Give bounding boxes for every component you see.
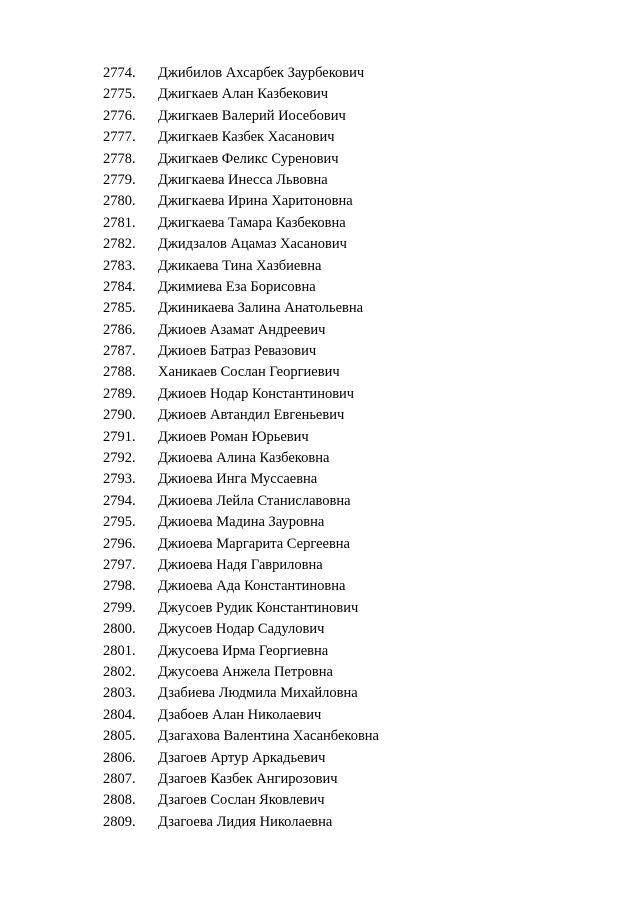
list-item <box>0 234 640 255</box>
list-item <box>0 555 640 576</box>
entry-number: 2779. <box>103 171 136 188</box>
entry-number: 2775. <box>103 86 136 103</box>
entry-number: 2794. <box>103 492 136 509</box>
entry-number: 2797. <box>103 556 136 573</box>
entry-number: 2783. <box>103 257 136 274</box>
entry-number: 2782. <box>103 236 136 253</box>
list-item <box>0 405 640 426</box>
list-item <box>0 748 640 769</box>
entry-full-name: Дзагахова Валентина Хасанбековна <box>158 728 379 745</box>
list-item <box>0 63 640 84</box>
entry-number: 2776. <box>103 107 136 124</box>
entry-full-name: Джигкаева Тамара Казбековна <box>158 214 346 231</box>
list-item <box>0 790 640 811</box>
entry-number: 2791. <box>103 428 136 445</box>
list-item <box>0 362 640 383</box>
list-item <box>0 683 640 704</box>
entry-full-name: Дзагоев Артур Аркадьевич <box>158 749 326 766</box>
entry-number: 2802. <box>103 663 136 680</box>
name-list <box>0 63 640 833</box>
entry-full-name: Джиоев Азамат Андреевич <box>158 321 326 338</box>
entry-full-name: Джиоев Роман Юрьевич <box>158 428 309 445</box>
entry-full-name: Джиоев Нодар Константинович <box>158 385 355 402</box>
list-item <box>0 106 640 127</box>
entry-full-name: Джиоева Инга Муссаевна <box>158 471 318 488</box>
entry-full-name: Джиоева Маргарита Сергеевна <box>158 535 350 552</box>
list-item <box>0 598 640 619</box>
entry-number: 2795. <box>103 514 136 531</box>
entry-full-name: Джиоева Алина Казбековна <box>158 450 330 467</box>
entry-number: 2790. <box>103 407 136 424</box>
entry-full-name: Джигкаев Алан Казбекович <box>158 86 329 103</box>
entry-number: 2805. <box>103 728 136 745</box>
entry-full-name: Джигкаева Ирина Харитоновна <box>158 193 353 210</box>
list-item <box>0 534 640 555</box>
entry-full-name: Джусоева Анжела Петровна <box>158 663 333 680</box>
list-item <box>0 256 640 277</box>
entry-full-name: Джиоев Автандил Евгеньевич <box>158 407 345 424</box>
entry-full-name: Джиоев Батраз Ревазович <box>158 343 317 360</box>
entry-number: 2787. <box>103 343 136 360</box>
entry-full-name: Джигкаев Казбек Хасанович <box>158 129 335 146</box>
list-item <box>0 662 640 683</box>
entry-number: 2781. <box>103 214 136 231</box>
list-item <box>0 769 640 790</box>
list-item <box>0 705 640 726</box>
entry-number: 2804. <box>103 706 136 723</box>
entry-number: 2800. <box>103 621 136 638</box>
list-item <box>0 127 640 148</box>
list-item <box>0 384 640 405</box>
entry-number: 2784. <box>103 278 136 295</box>
entry-full-name: Ханикаев Сослан Георгиевич <box>158 364 340 381</box>
entry-number: 2788. <box>103 364 136 381</box>
entry-full-name: Дзабоев Алан Николаевич <box>158 706 322 723</box>
entry-number: 2796. <box>103 535 136 552</box>
entry-number: 2792. <box>103 450 136 467</box>
entry-full-name: Дзагоев Сослан Яковлевич <box>158 792 325 809</box>
entry-full-name: Джиоева Ада Константиновна <box>158 578 346 595</box>
entry-full-name: Дзагоев Казбек Ангирозович <box>158 770 338 787</box>
list-item <box>0 298 640 319</box>
list-item <box>0 170 640 191</box>
list-item <box>0 427 640 448</box>
list-item <box>0 512 640 533</box>
entry-number: 2807. <box>103 770 136 787</box>
list-item <box>0 191 640 212</box>
entry-full-name: Джимиева Еза Борисовна <box>158 278 316 295</box>
list-item <box>0 320 640 341</box>
entry-full-name: Джиоева Мадина Зауровна <box>158 514 325 531</box>
entry-number: 2808. <box>103 792 136 809</box>
entry-full-name: Джиоева Лейла Станиславовна <box>158 492 351 509</box>
entry-full-name: Джигкаев Феликс Суренович <box>158 150 339 167</box>
entry-full-name: Джидзалов Ацамаз Хасанович <box>158 236 347 253</box>
entry-number: 2798. <box>103 578 136 595</box>
entry-number: 2799. <box>103 599 136 616</box>
entry-number: 2801. <box>103 642 136 659</box>
entry-number: 2786. <box>103 321 136 338</box>
list-item <box>0 619 640 640</box>
entry-full-name: Джусоева Ирма Георгиевна <box>158 642 329 659</box>
entry-full-name: Джигкаев Валерий Иосебович <box>158 107 346 124</box>
list-item <box>0 491 640 512</box>
list-item <box>0 149 640 170</box>
entry-full-name: Джикаева Тина Хазбиевна <box>158 257 322 274</box>
entry-full-name: Джиникаева Залина Анатольевна <box>158 300 364 317</box>
entry-full-name: Джибилов Ахсарбек Заурбекович <box>158 65 365 81</box>
entry-number: 2774. <box>103 65 136 81</box>
entry-number: 2803. <box>103 685 136 702</box>
list-item <box>0 448 640 469</box>
list-item <box>0 341 640 362</box>
entry-full-name: Джигкаева Инесса Львовна <box>158 171 328 188</box>
entry-number: 2785. <box>103 300 136 317</box>
entry-number: 2793. <box>103 471 136 488</box>
entry-full-name: Джусоев Рудик Константинович <box>158 599 359 616</box>
entry-full-name: Джиоева Надя Гавриловна <box>158 556 323 573</box>
list-item <box>0 641 640 662</box>
list-item <box>0 277 640 298</box>
entry-full-name: Джусоев Нодар Садулович <box>158 621 325 638</box>
entry-number: 2789. <box>103 385 136 402</box>
entry-number: 2780. <box>103 193 136 210</box>
list-item <box>0 812 640 833</box>
entry-full-name: Дзагоева Лидия Николаевна <box>158 813 333 830</box>
list-item <box>0 469 640 490</box>
entry-number: 2806. <box>103 749 136 766</box>
entry-number: 2777. <box>103 129 136 146</box>
list-item <box>0 84 640 105</box>
list-item <box>0 576 640 597</box>
entry-number: 2809. <box>103 813 136 830</box>
list-item <box>0 213 640 234</box>
entry-full-name: Дзабиева Людмила Михайловна <box>158 685 358 702</box>
entry-number: 2778. <box>103 150 136 167</box>
list-item <box>0 726 640 747</box>
